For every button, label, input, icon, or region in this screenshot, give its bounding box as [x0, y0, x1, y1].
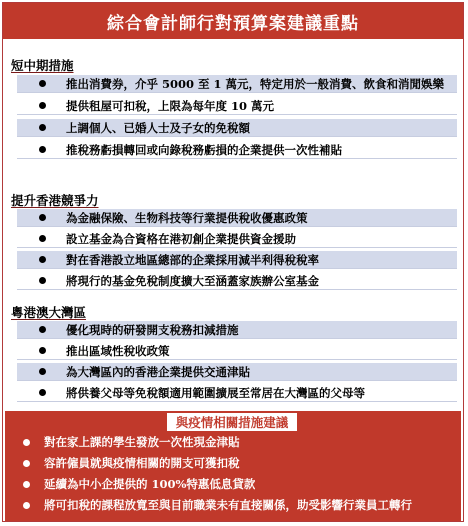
list-item: 將現行的基金免稅制度擴大至涵蓋家族辦公室基金: [17, 272, 457, 290]
list-item: 延續為中小企提供的 100%特惠低息貸款: [17, 475, 457, 493]
bullet-icon: [39, 347, 46, 354]
epidemic-heading: 與疫情相關措施建議: [167, 413, 297, 431]
bullet-icon: [39, 214, 46, 221]
list-item: 容許僱員就與疫情相關的開支可獲扣稅: [17, 454, 457, 472]
list-item: 優化現時的研發開支稅務扣減措施: [17, 321, 457, 339]
bullet-icon: [39, 256, 46, 263]
bullet-icon: [23, 481, 30, 488]
bullet-icon: [39, 80, 46, 87]
bullet-icon: [23, 439, 30, 446]
bullet-icon: [23, 502, 30, 509]
list-item: 對在香港設立地區總部的企業採用減半利得稅稅率: [17, 251, 457, 269]
list-item: 為金融保險、生物科技等行業提供稅收優惠政策: [17, 209, 457, 227]
bullet-icon: [39, 102, 46, 109]
bullet-icon: [39, 368, 46, 375]
list-item: 設立基金為合資格在港初創企業提供資金援助: [17, 230, 457, 248]
list-item: 推出消費券，介乎 5000 至 1 萬元，特定用於一般消費、飲食和消閒娛樂: [17, 75, 457, 93]
section-heading-greater-bay-area: 粵港澳大灣區: [11, 305, 87, 320]
bullet-icon: [39, 146, 46, 153]
list-item: 將可扣稅的課程放寬至與目前職業未有直接關係，助受影響行業員工轉行: [17, 496, 457, 514]
bullet-icon: [23, 460, 30, 467]
list-item: 將供養父母等免稅額適用範圍擴展至常居在大灣區的父母等: [17, 384, 457, 402]
section-heading-competitiveness: 提升香港競爭力: [11, 193, 99, 208]
list-item: 為大灣區內的香港企業提供交通津貼: [17, 363, 457, 381]
bullet-icon: [39, 124, 46, 131]
bullet-icon: [39, 235, 46, 242]
list-item: 提供租屋可扣稅，上限為每年度 10 萬元: [17, 97, 457, 115]
list-item: 推稅務虧損轉回或向錄稅務虧損的企業提供一次性補貼: [17, 141, 457, 159]
list-item: 上調個人、已婚人士及子女的免稅額: [17, 119, 457, 137]
list-item: 對在家上課的學生發放一次性現金津貼: [17, 433, 457, 451]
infographic-frame: [2, 2, 464, 522]
bullet-icon: [39, 389, 46, 396]
page-title: 綜合會計師行對預算案建議重點: [3, 3, 463, 39]
bullet-icon: [39, 277, 46, 284]
list-item: 推出區域性稅收政策: [17, 342, 457, 360]
bullet-icon: [39, 326, 46, 333]
section-heading-short-mid-term: 短中期措施: [11, 58, 74, 73]
